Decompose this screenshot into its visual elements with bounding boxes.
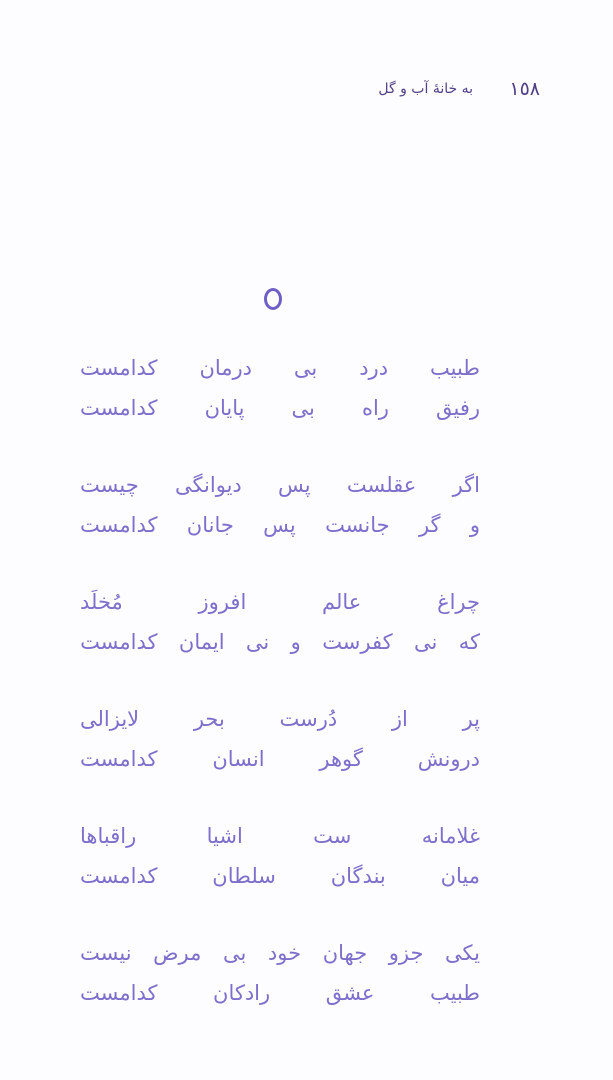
- verse-line: [80, 582, 480, 622]
- verse-line: [80, 699, 480, 739]
- verse-word: بندگان: [330, 864, 386, 888]
- verse-word: انسان: [212, 747, 265, 771]
- verse-word: راقباها: [80, 824, 137, 848]
- verse-word: بی: [222, 941, 247, 965]
- verse-word: طبیب: [429, 981, 480, 1005]
- verse-word: عشق: [325, 981, 375, 1005]
- verse-word: عالم: [322, 590, 362, 614]
- verse-word: نی: [414, 630, 438, 654]
- verse-word: بی: [293, 356, 318, 380]
- running-title: به خانهٔ آب و گل: [378, 81, 473, 97]
- stanza: [80, 582, 480, 662]
- stanza: [80, 465, 480, 545]
- verse-word: کفرست: [322, 630, 393, 654]
- verse-word: یکی: [445, 941, 480, 965]
- stanza: [80, 699, 480, 779]
- verse-line: [80, 739, 480, 779]
- verse-word: اگر: [452, 473, 480, 497]
- verse-word: خود: [267, 941, 302, 965]
- verse-word: چراغ: [437, 590, 480, 614]
- verse-word: عقلست: [346, 473, 417, 497]
- page-header: [0, 78, 613, 108]
- verse-word: دُرست: [279, 707, 338, 731]
- verse-line: [80, 816, 480, 856]
- verse-word: پس: [278, 473, 311, 497]
- verse-line: [80, 505, 480, 545]
- stanza: [80, 816, 480, 896]
- verse-word: گر: [418, 513, 441, 537]
- verse-word: کدامست: [80, 513, 158, 537]
- verse-word: پایان: [204, 396, 245, 420]
- poem: [80, 348, 480, 1013]
- verse-word: پس: [263, 513, 296, 537]
- verse-word: کدامست: [80, 356, 158, 380]
- verse-word: مُخلَد: [80, 590, 123, 614]
- verse-word: رفیق: [435, 396, 480, 420]
- verse-word: طبیب: [429, 356, 480, 380]
- verse-word: کدامست: [80, 864, 158, 888]
- verse-word: که: [458, 630, 480, 654]
- verse-word: کدامست: [80, 981, 158, 1005]
- verse-word: دیوانگی: [174, 473, 242, 497]
- verse-line: [80, 973, 480, 1013]
- verse-word: سلطان: [212, 864, 276, 888]
- verse-word: بی: [291, 396, 315, 420]
- verse-word: نی: [245, 630, 270, 654]
- verse-line: [80, 856, 480, 896]
- verse-word: رادکان: [213, 981, 271, 1005]
- verse-word: درمان: [199, 356, 252, 380]
- verse-word: کدامست: [80, 396, 158, 420]
- verse-word: میان: [440, 864, 480, 888]
- verse-word: راه: [361, 396, 389, 420]
- verse-word: درونش: [417, 747, 480, 771]
- stanza: [80, 348, 480, 428]
- verse-line: [80, 388, 480, 428]
- verse-line: [80, 348, 480, 388]
- verse-word: جزو: [388, 941, 424, 965]
- verse-word: غلامانه: [421, 824, 480, 848]
- verse-word: پر: [462, 707, 480, 731]
- verse-word: نیست: [80, 941, 132, 965]
- verse-word: گوهر: [319, 747, 363, 771]
- verse-line: [80, 465, 480, 505]
- verse-word: از: [391, 707, 408, 731]
- verse-word: ایمان: [178, 630, 225, 654]
- verse-word: لایزالی: [80, 707, 140, 731]
- verse-word: اشیا: [206, 824, 243, 848]
- verse-word: جانان: [186, 513, 234, 537]
- verse-word: کدامست: [80, 630, 158, 654]
- verse-word: کدامست: [80, 747, 158, 771]
- verse-word: و: [469, 513, 480, 537]
- verse-word: جانست: [325, 513, 390, 537]
- verse-word: بحر: [193, 707, 225, 731]
- verse-word: ست: [313, 824, 352, 848]
- page-number: ١٥٨: [509, 78, 540, 100]
- verse-word: مرض: [153, 941, 202, 965]
- stanza: [80, 933, 480, 1013]
- verse-line: [80, 622, 480, 662]
- verse-word: درد: [359, 356, 389, 380]
- verse-word: افروز: [198, 590, 247, 614]
- verse-word: جهان: [322, 941, 368, 965]
- verse-word: و: [290, 630, 301, 654]
- verse-line: [80, 933, 480, 973]
- verse-word: چیست: [80, 473, 139, 497]
- section-circle-icon: [264, 288, 282, 310]
